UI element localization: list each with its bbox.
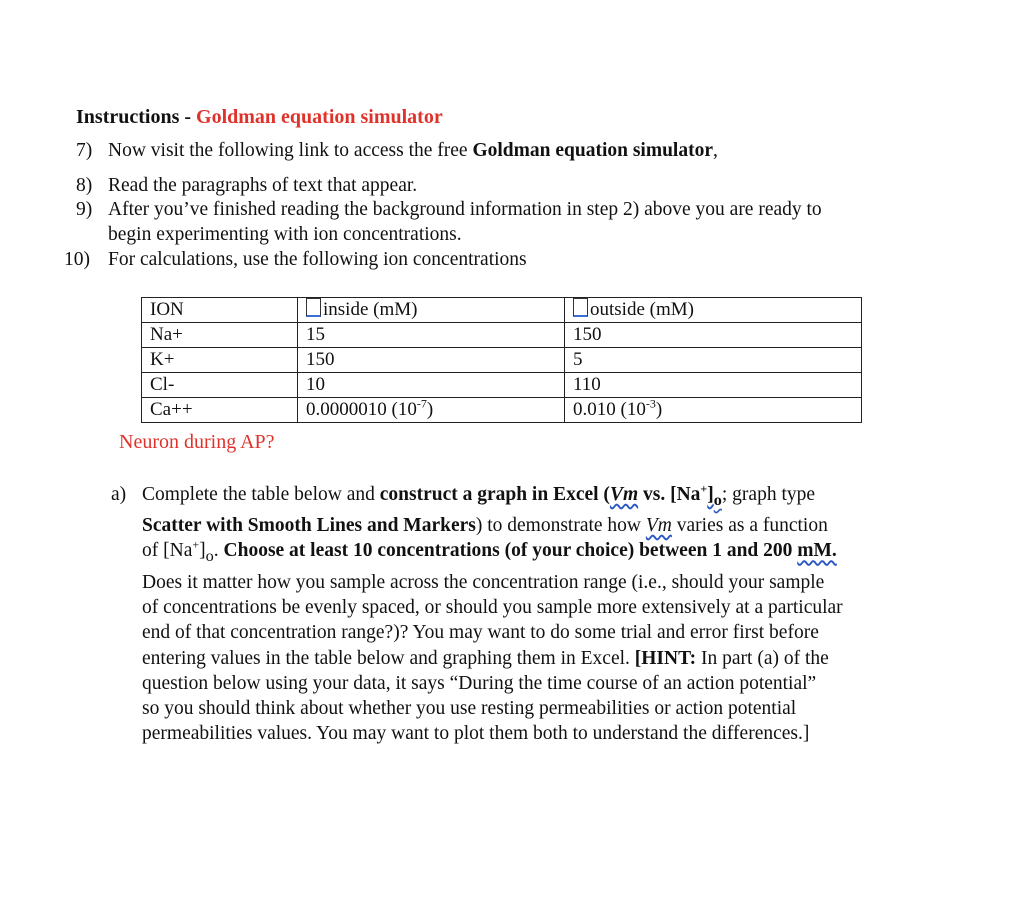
- text-run-bold: ]: [707, 484, 714, 505]
- step-text-part: Now visit the following link to access the free: [108, 140, 473, 161]
- part-a-line: of concentrations be evenly spaced, or should you sample more extensively at a particular: [142, 596, 843, 618]
- cell-outside: [565, 398, 862, 423]
- text-run-bold: vs. [Na: [638, 484, 701, 505]
- neuron-note: Neuron during AP?: [119, 431, 275, 453]
- header-inside-label: inside (mM): [323, 299, 418, 320]
- cell-outside-close: ): [655, 399, 663, 420]
- cell-outside: 150: [565, 323, 862, 348]
- subscript: o: [205, 547, 214, 566]
- step-number: 8): [76, 175, 93, 196]
- header-outside-label: outside (mM): [590, 299, 694, 320]
- cell-inside: 150: [298, 348, 565, 373]
- step-text-part: ,: [713, 140, 718, 161]
- part-a-line: [142, 513, 920, 538]
- text-run-bold: mM.: [797, 540, 837, 562]
- heading-prefix: Instructions -: [76, 106, 197, 128]
- step-9: [76, 197, 822, 245]
- text-run: entering values in the table below and graphing them in Excel.: [142, 647, 635, 669]
- text-run: ) to demonstrate how: [475, 515, 646, 537]
- part-a-label: a): [111, 484, 127, 505]
- part-a-line: so you should think about whether you use resting permeabilities or action potential: [142, 698, 797, 720]
- cell-ion: Na+: [142, 323, 298, 348]
- bracket-box-icon: [573, 298, 588, 317]
- subscript: o: [713, 490, 722, 509]
- part-a-line: [142, 646, 920, 671]
- superscript: +: [192, 537, 200, 552]
- vm-symbol: Vm: [609, 484, 639, 505]
- step-8: [76, 173, 418, 198]
- part-a-line: end of that concentration range?)? You may want to do some trial and error first before: [142, 622, 819, 644]
- part-a-line: Does it matter how you sample across the concentration range (i.e., should your sample: [142, 571, 825, 593]
- ion-concentration-table: [141, 297, 862, 423]
- part-a-line: [142, 482, 920, 513]
- cell-inside: 15: [298, 323, 565, 348]
- text-run: varies as a function: [671, 515, 828, 537]
- text-run: .: [213, 540, 224, 562]
- text-run: In part (a) of the: [696, 647, 829, 669]
- step-text-line: After you’ve finished reading the background information in step 2) above you are ready to: [108, 199, 822, 220]
- part-a-line: question below using your data, it says “During the time course of an action potential”: [142, 672, 817, 694]
- cell-outside-exponent: -3: [645, 396, 656, 411]
- text-run: ; graph type: [721, 484, 816, 505]
- text-run-bold: Choose at least 10 concentrations (of your choice) between 1 and 200: [223, 540, 798, 562]
- cell-outside-value: 0.010 (10: [573, 399, 646, 420]
- cell-ion: Ca++: [142, 398, 298, 423]
- table-row: [142, 323, 862, 348]
- vm-symbol: Vm: [645, 515, 672, 537]
- header-inside: [298, 298, 565, 323]
- bracket-box-icon: [306, 298, 321, 317]
- table-header-row: [142, 298, 862, 323]
- step-text: [108, 197, 928, 247]
- step-text: For calculations, use the following ion concentrations: [108, 249, 527, 270]
- part-a-line: permeabilities values. You may want to plot them both to understand the differences.]: [142, 723, 810, 745]
- step-7: [76, 138, 718, 163]
- cell-inside-close: ): [426, 399, 434, 420]
- part-a-line: [142, 538, 920, 569]
- header-ion: ION: [142, 298, 298, 323]
- text-run: of [Na: [142, 540, 193, 562]
- part-a-body: [142, 482, 920, 747]
- step-text-bold: Goldman equation simulator: [472, 140, 714, 161]
- cell-outside: 5: [565, 348, 862, 373]
- step-number: 9): [76, 199, 93, 220]
- cell-outside: 110: [565, 373, 862, 398]
- cell-inside-exponent: -7: [416, 396, 427, 411]
- text-run: ]: [199, 540, 206, 562]
- text-run: Complete the table below and: [142, 484, 380, 505]
- hint-label: [HINT:: [634, 647, 697, 669]
- instructions-heading: [76, 106, 443, 129]
- text-run-bold: construct a graph in Excel (: [379, 484, 610, 505]
- header-outside: [565, 298, 862, 323]
- cell-ion: Cl-: [142, 373, 298, 398]
- step-number: 7): [76, 140, 93, 161]
- superscript: +: [700, 481, 708, 496]
- heading-title: Goldman equation simulator: [196, 106, 443, 128]
- table-row: [142, 398, 862, 423]
- table-row: [142, 348, 862, 373]
- text-run-bold: Scatter with Smooth Lines and Markers: [142, 515, 476, 537]
- cell-ion: K+: [142, 348, 298, 373]
- step-number: 10): [64, 249, 90, 270]
- step-text: [108, 138, 928, 163]
- step-text-line: begin experimenting with ion concentrations.: [108, 224, 462, 245]
- cell-inside: [298, 398, 565, 423]
- table-row: [142, 373, 862, 398]
- step-text: Read the paragraphs of text that appear.: [108, 175, 418, 196]
- cell-inside-value: 0.0000010 (10: [306, 399, 417, 420]
- cell-inside: 10: [298, 373, 565, 398]
